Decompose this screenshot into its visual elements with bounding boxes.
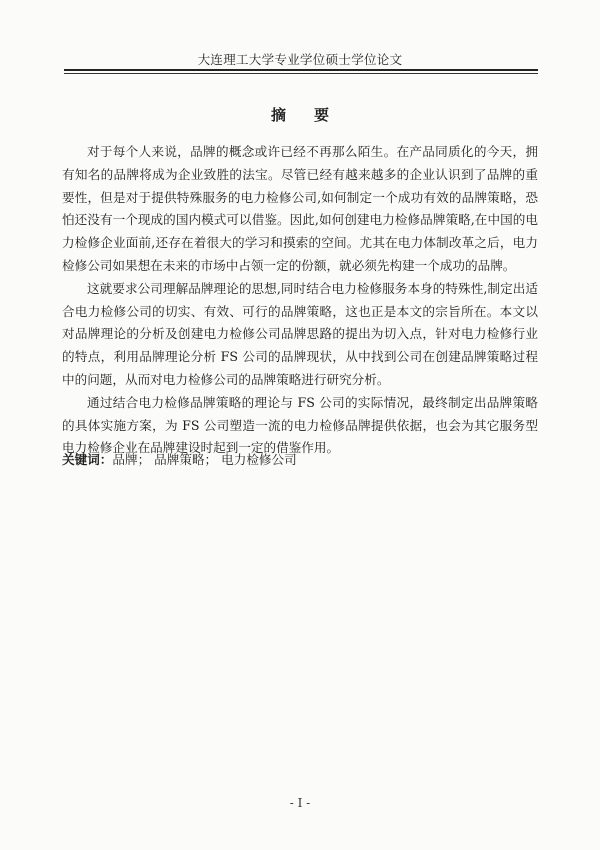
abstract-heading: 摘要 (270, 106, 357, 124)
abstract-paragraph-3: 通过结合电力检修品牌策略的理论与 FS 公司的实际情况，最终制定出品牌策略的具体实施方案，为 FS 公司塑造一流的电力检修品牌提供依据，也会为其它服务型电力检修企业在品牌建设时起到一定的借鉴作用。 (62, 394, 538, 456)
keywords-label: 关键词： (62, 452, 113, 467)
abstract-body (62, 141, 538, 460)
keywords-line (62, 451, 538, 469)
abstract-paragraph-2: 这就要求公司理解品牌理论的思想,同时结合电力检修服务本身的特殊性,制定出适合电力检修公司的切实、有效、可行的品牌策略，这也正是本文的宗旨所在。本文以对品牌理论的分析及创建电力检修公司品牌思路的提出为切入点，针对电力检修行业的特点，利用品牌理论分析 FS 公司的品牌现状，从中找到公司在创建品牌策略过程中的问题，从而对电力检修公司的品牌策略进行研究分析。 (62, 280, 538, 387)
keywords-list: 品牌； 品牌策略； 电力检修公司 (112, 452, 297, 467)
header-rule-thin (64, 73, 538, 74)
header-rule-thick (64, 69, 538, 71)
running-header-title: 大连理工大学专业学位硕士学位论文 (197, 52, 403, 67)
page-number: - I - (289, 796, 311, 810)
abstract-paragraph-1: 对于每个人来说，品牌的概念或许已经不再那么陌生。在产品同质化的今天，拥有知名的品牌将成为企业致胜的法宝。尽管已经有越来越多的企业认识到了品牌的重要性，但是对于提供特殊服务的电力检修公司,如何制定一个成功有效的品牌策略，恐怕还没有一个现成的国内模式可以借鉴。因此,如何创建电力检修品牌策略,在中国的电力检修企业面前,还存在着很大的学习和摸索的空间。尤其在电力体制改革之后，电力检修公司如果想在未来的市场中占领一定的份额，就必须先构建一个成功的品牌。 (62, 144, 538, 273)
